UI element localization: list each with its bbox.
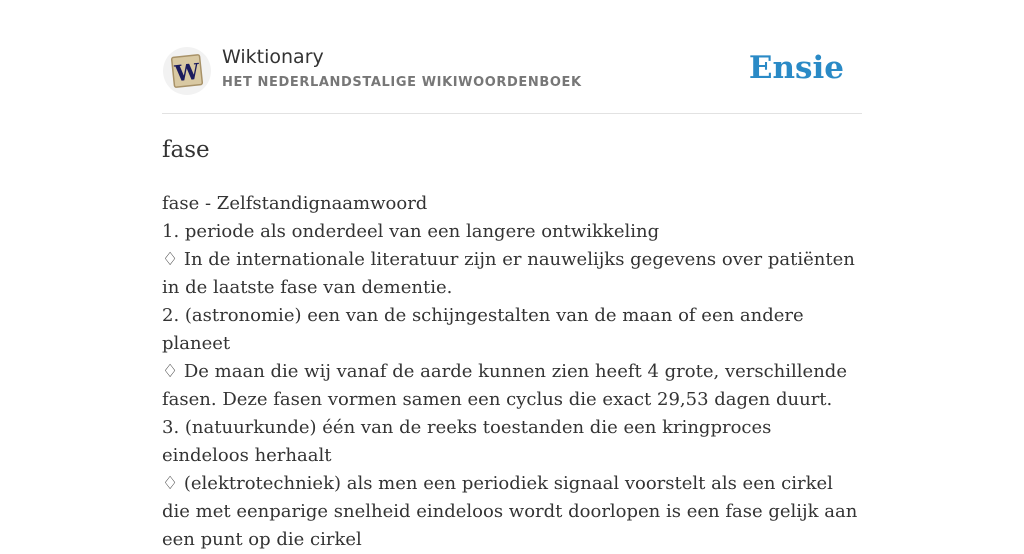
page-title: fase <box>162 137 210 163</box>
logo-letter: W <box>173 58 201 88</box>
wiktionary-logo[interactable] <box>162 46 212 96</box>
site-header <box>162 44 862 114</box>
meaning-1: 1. periode als onderdeel van een langere ontwikkeling <box>162 221 660 242</box>
example-1: ♢ In de internationale literatuur zijn er nauwelijks gegevens over patiënten in de laatste fase van dementie. <box>162 249 855 298</box>
example-3: ♢ (elektrotechniek) als men een periodiek signaal voorstelt als een cirkel die met eenparige snelheid eindeloos wordt doorlopen is een fase gelijk aan een punt op die cirkel <box>162 473 858 550</box>
site-subtitle: HET NEDERLANDSTALIGE WIKIWOORDENBOEK <box>222 75 582 90</box>
header-divider <box>162 113 862 114</box>
ensie-logo[interactable]: Ensie <box>748 50 844 86</box>
word-type-line: fase - Zelfstandignaamwoord <box>162 193 428 214</box>
meaning-3: 3. (natuurkunde) één van de reeks toestanden die een kringproces eindeloos herhaalt <box>162 417 772 466</box>
definition-body <box>162 190 862 554</box>
example-2: ♢ De maan die wij vanaf de aarde kunnen zien heeft 4 grote, verschillende fasen. Deze fasen vormen samen een cyclus die exact 29,53 dagen duurt. <box>162 361 847 410</box>
site-title[interactable]: Wiktionary <box>222 46 324 68</box>
meaning-2: 2. (astronomie) een van de schijngestalten van de maan of een andere planeet <box>162 305 804 354</box>
